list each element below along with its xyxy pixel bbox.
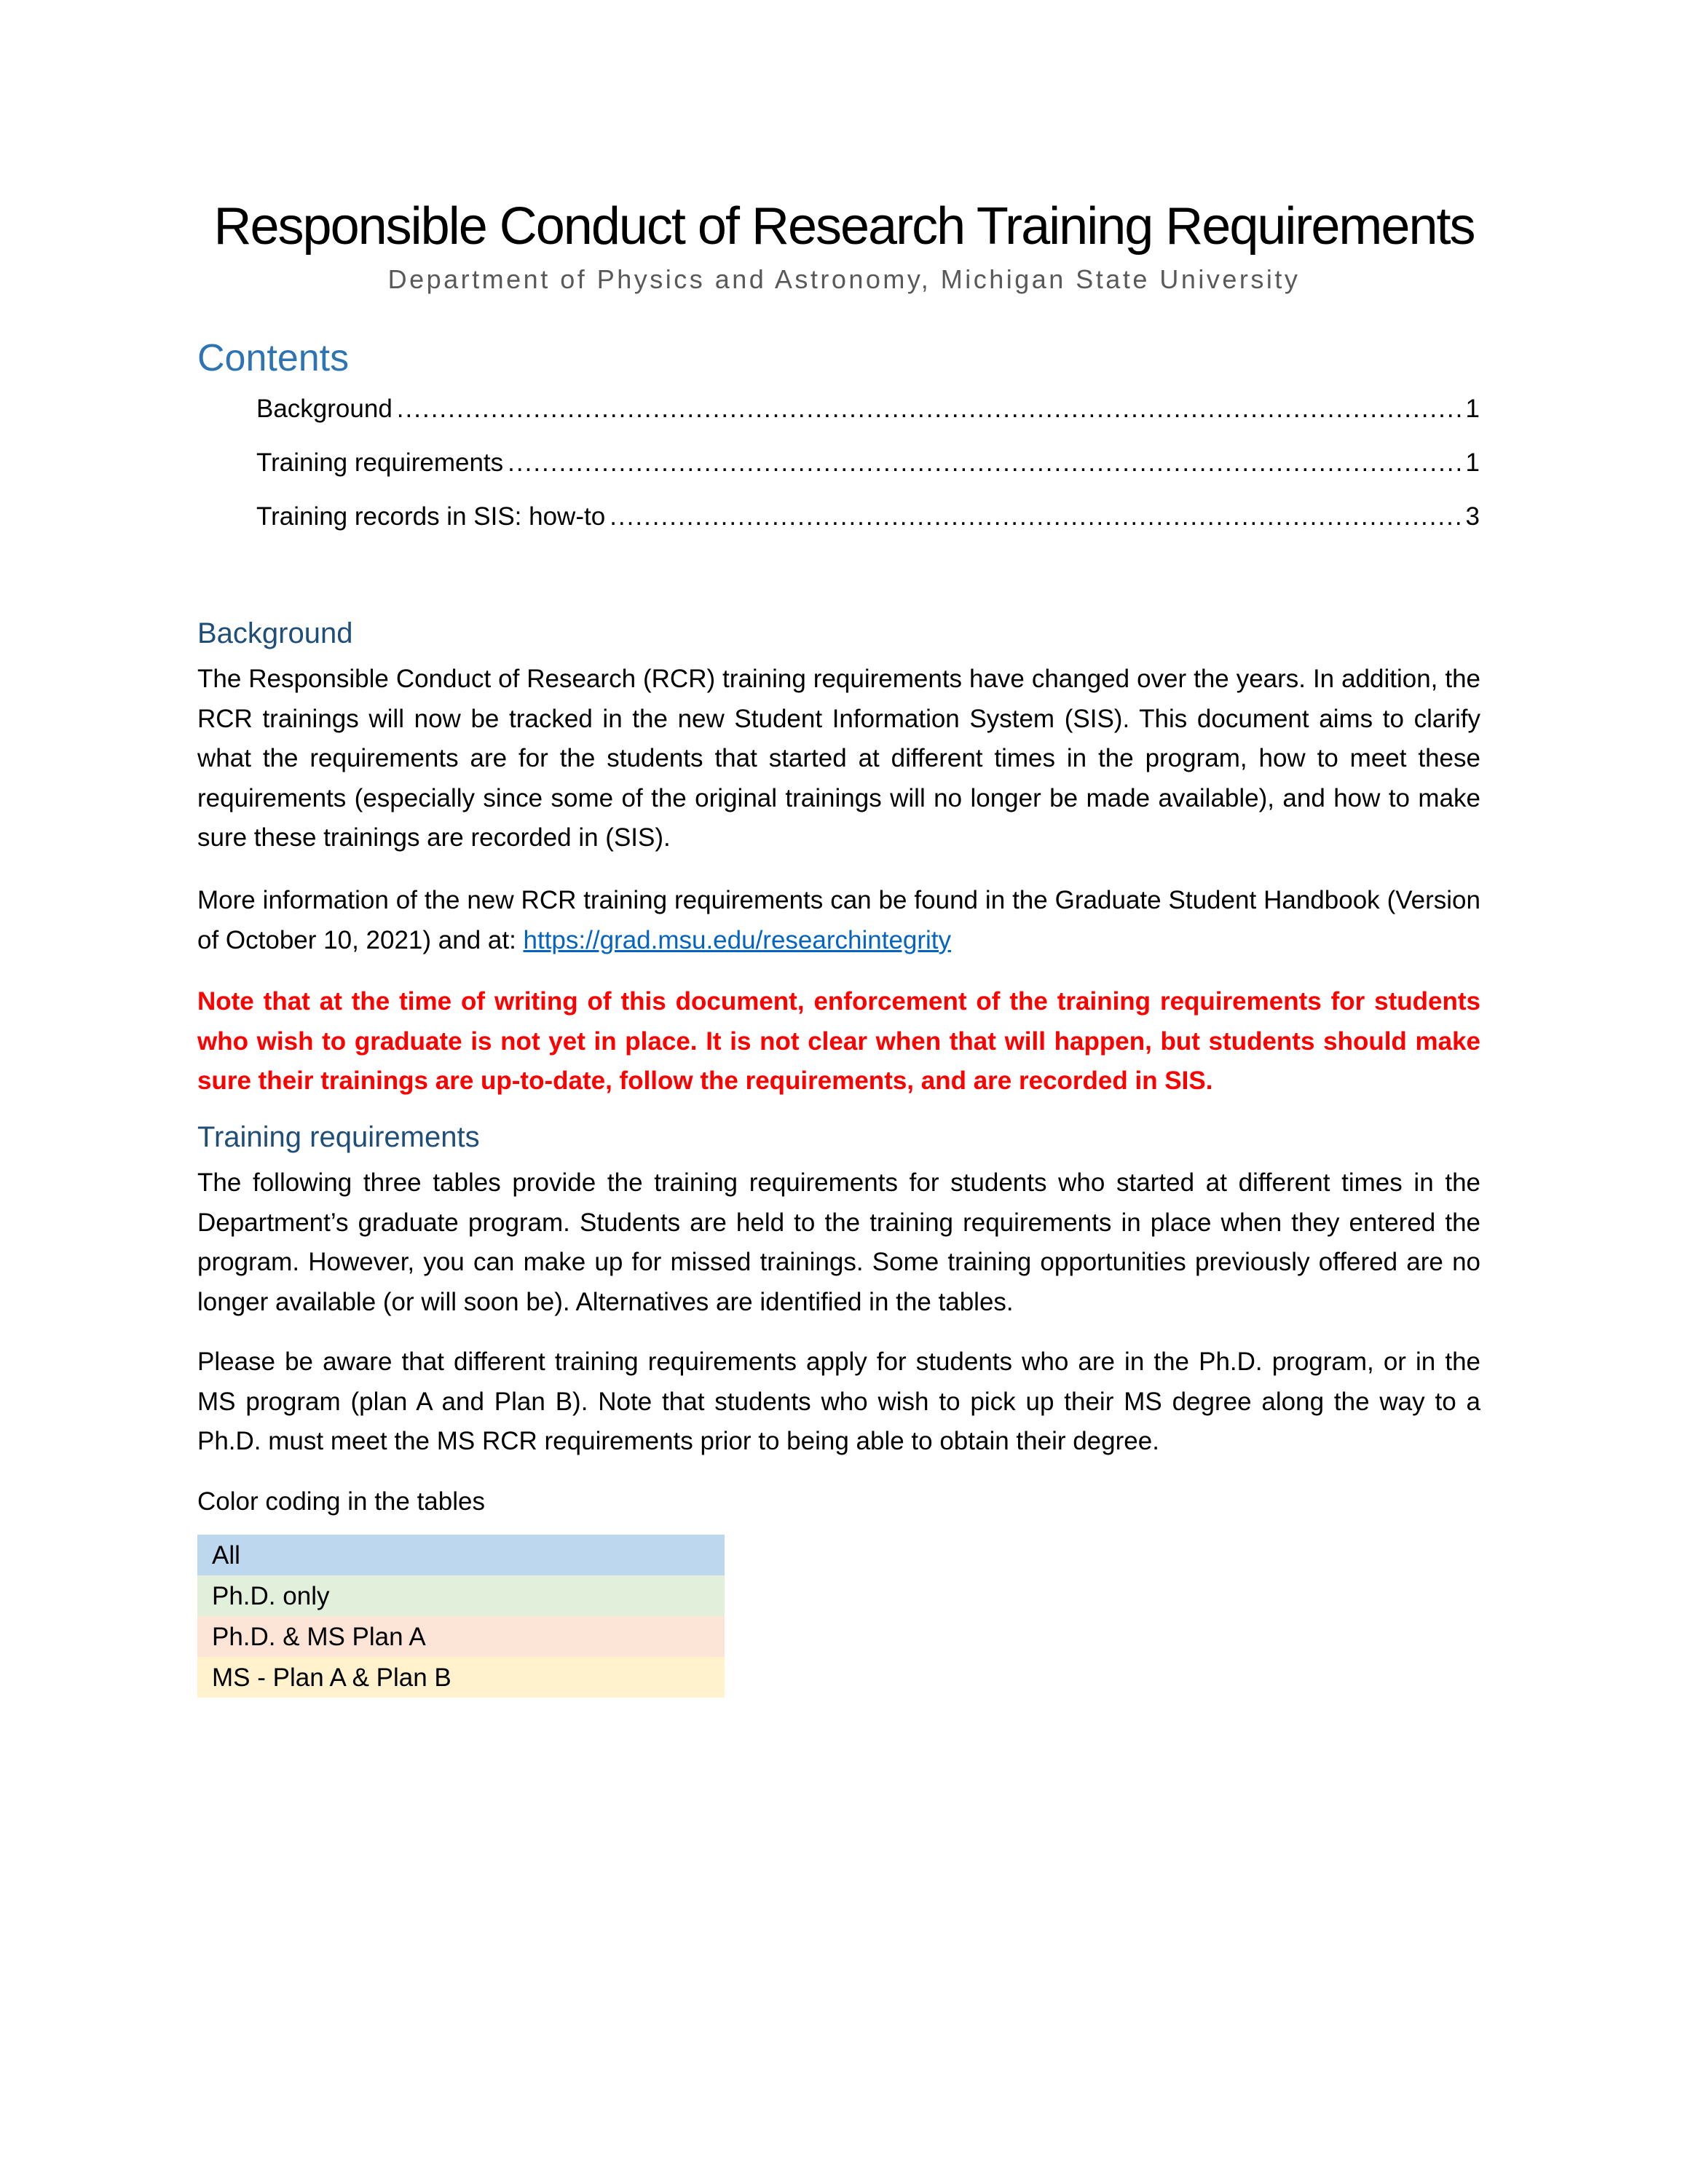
toc-entry-label: Training records in SIS: how-to (256, 502, 606, 531)
background-heading: Background (197, 617, 353, 649)
toc-leader-dots (397, 395, 1462, 424)
legend-row-phd-only (197, 1575, 725, 1616)
legend-row-phd-ms-plan-a (197, 1616, 725, 1657)
toc-leader-dots (508, 448, 1461, 478)
toc-entry-page: 1 (1465, 448, 1480, 477)
legend-label: Ph.D. & MS Plan A (212, 1623, 426, 1651)
toc-entry-page: 1 (1465, 395, 1480, 423)
toc-entry-background[interactable] (256, 395, 1480, 430)
enforcement-note: Note that at the time of writing of this document, enforcement of the training requirements for students who wish to graduate is not yet in place. It is not clear when that will happen, but students should make sure their trainings are up-to-date, follow the requirements, and are recorded in SIS. (197, 987, 1480, 1095)
more-info-paragraph (197, 881, 1480, 960)
color-coding-label: Color coding in the tables (197, 1487, 485, 1516)
toc-leader-dots (610, 502, 1461, 531)
toc-entry-label: Background (256, 395, 393, 423)
contents-heading: Contents (197, 337, 350, 379)
program-requirements-paragraph: Please be aware that different training requirements apply for students who are in the Ph.D. program, or in the MS program (plan A and Plan B). Note that students who wish to pick up their MS degree along the way to a Ph.D. must meet the MS RCR requirements prior to being able to obtain their degree. (197, 1348, 1480, 1455)
legend-label: Ph.D. only (212, 1582, 330, 1610)
training-requirements-heading: Training requirements (197, 1121, 480, 1153)
legend-row-all (197, 1535, 725, 1575)
document-subtitle: Department of Physics and Astronomy, Michigan State University (387, 264, 1301, 294)
color-coding-legend (197, 1535, 725, 1698)
training-requirements-paragraph: The following three tables provide the training requirements for students who started at different times in the Department’s graduate program. Students are held to the training requirements in place when they entered the program. However, you can make up for missed trainings. Some training opportunities previously offered are no longer available (or will soon be). Alternatives are identified in the tables. (197, 1168, 1480, 1316)
legend-label: MS - Plan A & Plan B (212, 1663, 451, 1692)
toc-entry-label: Training requirements (256, 448, 504, 477)
toc-entry-training-records[interactable] (256, 502, 1480, 537)
legend-label: All (212, 1541, 240, 1570)
research-integrity-link[interactable]: https://grad.msu.edu/researchintegrity (523, 925, 952, 954)
background-paragraph: The Responsible Conduct of Research (RCR) training requirements have changed over the years. In addition, the RCR trainings will now be tracked in the new Student Information System (SIS). This document aims to clarify what the requirements are for the students that started at different times in the program, how to meet these requirements (especially since some of the original trainings will no longer be made available), and how to make sure these trainings are recorded in (SIS). (197, 665, 1480, 852)
toc-entry-page: 3 (1465, 502, 1480, 531)
more-info-text: More information of the new RCR training requirements can be found in the Graduate Student Handbook (Version of October 10, 2021) and at: (197, 886, 1480, 954)
toc-entry-training-requirements[interactable] (256, 448, 1480, 483)
legend-row-ms-plan-a-b (197, 1657, 725, 1698)
document-title: Responsible Conduct of Research Training Requirements (213, 197, 1475, 256)
